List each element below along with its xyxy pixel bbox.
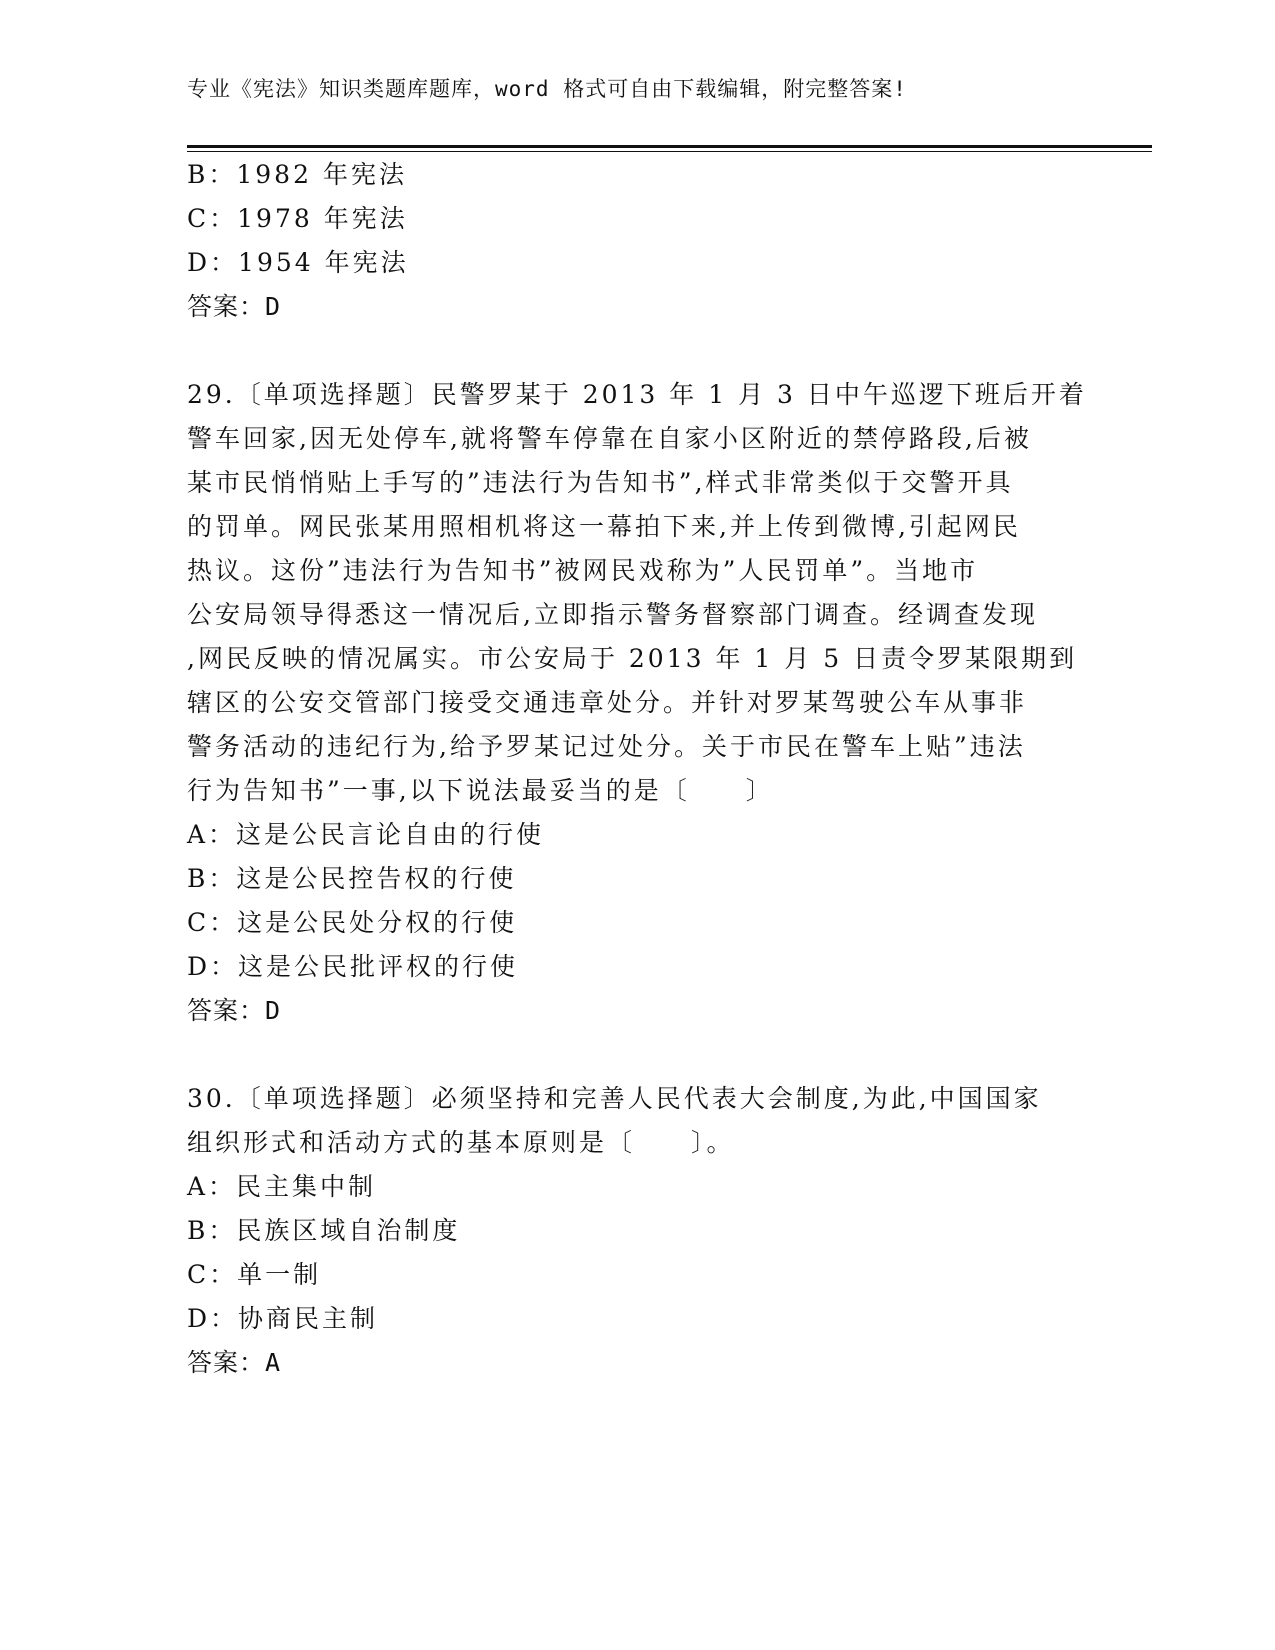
q29-stem-line-8: 辖区的公安交管部门接受交通违章处分。并针对罗某驾驶公车从事非 [187, 688, 1028, 717]
q30-stem-line-2: 组织形式和活动方式的基本原则是〔 〕。 [187, 1128, 735, 1157]
header-rule-thin [187, 151, 1152, 152]
q29-option-d: D：这是公民批评权的行使 [187, 952, 519, 981]
q29-option-a: A：这是公民言论自由的行使 [187, 820, 545, 849]
q29-stem-line-10: 行为告知书”一事,以下说法最妥当的是〔 〕 [187, 776, 774, 805]
q29-stem-line-9: 警务活动的违纪行为,给予罗某记过处分。关于市民在警车上贴”违法 [187, 732, 1026, 761]
q29-stem-line-2: 警车回家,因无处停车,就将警车停靠在自家小区附近的禁停路段,后被 [187, 424, 1032, 453]
q29-option-b: B：这是公民控告权的行使 [187, 864, 517, 893]
q30-option-a: A：民主集中制 [187, 1172, 377, 1201]
q29-stem-line-1: 29.〔单项选择题〕民警罗某于 2013 年 1 月 3 日中午巡逻下班后开着 [187, 380, 1087, 409]
header-rule-thick [187, 145, 1152, 148]
q28-answer: 答案：D [187, 292, 282, 321]
q29-stem-line-7: ,网民反映的情况属实。市公安局于 2013 年 1 月 5 日责令罗某限期到 [187, 644, 1078, 673]
q30-stem-line-1: 30.〔单项选择题〕必须坚持和完善人民代表大会制度,为此,中国国家 [187, 1084, 1042, 1113]
q30-option-b: B：民族区域自治制度 [187, 1216, 461, 1245]
q29-stem-line-5: 热议。这份”违法行为告知书”被网民戏称为”人民罚单”。当地市 [187, 556, 979, 585]
q28-option-b: B：1982 年宪法 [187, 160, 407, 189]
header-note: 专业《宪法》知识类题库题库，word 格式可自由下载编辑，附完整答案! [187, 77, 907, 101]
q30-option-c: C：单一制 [187, 1260, 322, 1289]
q29-option-c: C：这是公民处分权的行使 [187, 908, 518, 937]
q30-answer: 答案：A [187, 1348, 282, 1377]
q29-stem-line-4: 的罚单。网民张某用照相机将这一幕拍下来,并上传到微博,引起网民 [187, 512, 1021, 541]
q30-option-d: D：协商民主制 [187, 1304, 379, 1333]
q28-option-c: C：1978 年宪法 [187, 204, 408, 233]
q29-answer: 答案：D [187, 996, 282, 1025]
q29-stem-line-3: 某市民悄悄贴上手写的”违法行为告知书”,样式非常类似于交警开具 [187, 468, 1014, 497]
q29-stem-line-6: 公安局领导得悉这一情况后,立即指示警务督察部门调查。经调查发现 [187, 600, 1038, 629]
q28-option-d: D：1954 年宪法 [187, 248, 409, 277]
